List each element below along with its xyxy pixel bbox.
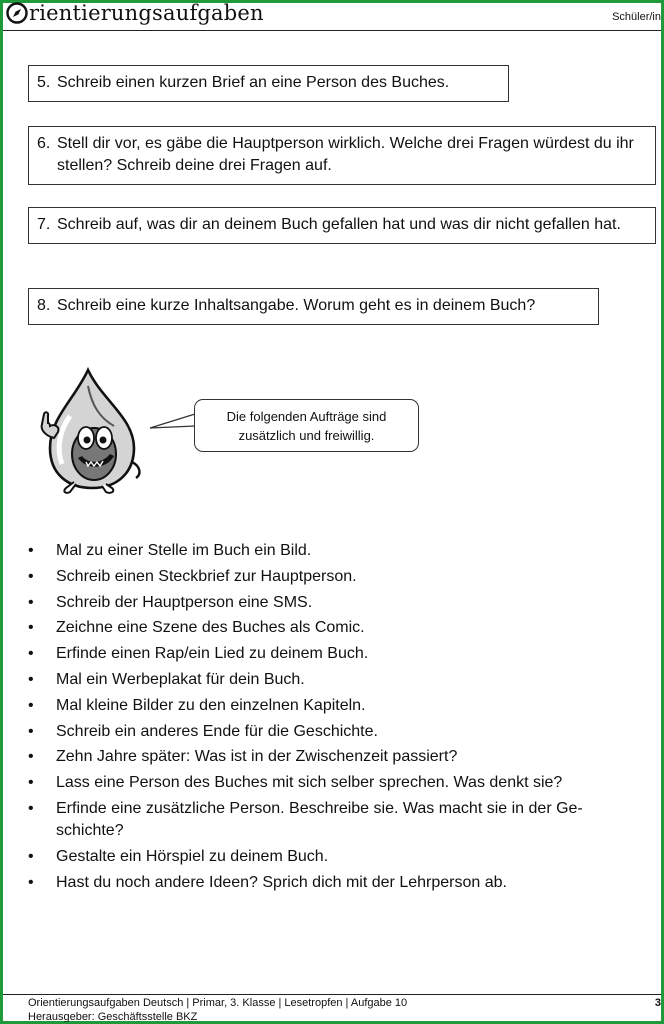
- list-item: [28, 617, 648, 639]
- footer-publication: Orientierungsaufgaben Deutsch | Primar, 3. Klasse | Lesetropfen | Aufgabe 10: [28, 997, 408, 1009]
- list-item: [28, 772, 648, 794]
- list-item-text: Zehn Jahre später: Was ist in der Zwischenzeit passiert?: [56, 748, 458, 766]
- speech-bubble-line-2: zusätzlich und freiwillig.: [238, 428, 375, 443]
- task-box-5: [28, 65, 509, 102]
- speech-bubble: [194, 399, 419, 452]
- list-item-text: Erfinde eine zusätzliche Person. Beschreibe sie. Was macht sie in der Ge-schichte?: [56, 799, 583, 839]
- list-item: [28, 721, 648, 743]
- list-item-text: Mal zu einer Stelle im Buch ein Bild.: [56, 542, 312, 559]
- list-item: [28, 669, 648, 691]
- speech-bubble-tail: [148, 410, 198, 434]
- task-number: 5.: [37, 74, 51, 91]
- list-item: [28, 643, 648, 665]
- task-text: Schreib auf, was dir an deinem Buch gefallen hat und was dir nicht gefallen hat.: [57, 216, 621, 233]
- list-item: [28, 872, 648, 894]
- list-item-text: Lass eine Person des Buches mit sich selber sprechen. Was denkt sie?: [56, 774, 563, 792]
- list-item-text: Mal kleine Bilder zu den einzelnen Kapiteln.: [56, 696, 366, 714]
- bullet: •: [28, 799, 34, 817]
- list-item-text: Erfinde einen Rap/ein Lied zu deinem Buch.: [56, 645, 369, 663]
- bullet: •: [28, 645, 34, 663]
- task-number: 8.: [37, 297, 51, 314]
- task-text: Schreib eine kurze Inhaltsangabe. Worum geht es in deinem Buch?: [57, 297, 536, 314]
- bullet: •: [28, 873, 34, 891]
- list-item: [28, 566, 648, 588]
- task-number: 6.: [37, 135, 51, 152]
- user-label: Schüler/in: [612, 11, 661, 23]
- task-number: 7.: [37, 216, 51, 233]
- list-item-text: Zeichne eine Szene des Buches als Comic.: [56, 619, 365, 637]
- bullet: •: [28, 619, 34, 637]
- list-item-text: Hast du noch andere Ideen? Sprich dich mit der Lehrperson ab.: [56, 873, 507, 891]
- bullet: •: [28, 696, 34, 714]
- list-item: [28, 695, 648, 717]
- drop-mascot-thumbs-up-icon: [30, 366, 150, 498]
- page-number: 3: [654, 997, 661, 1009]
- footer-publisher: Herausgeber: Geschäftsstelle BKZ: [28, 1011, 198, 1022]
- task-box-6: [28, 126, 656, 185]
- bullet: •: [28, 670, 34, 688]
- optional-task-list: [28, 540, 648, 897]
- task-text: Stell dir vor, es gäbe die Hauptperson wirklich. Welche drei Fragen würdest du ihr stellen? Schreib deine drei Fragen auf.: [57, 135, 634, 174]
- bullet: •: [28, 847, 34, 865]
- compass-icon: [5, 1, 29, 25]
- bullet: •: [28, 567, 34, 585]
- list-item: [28, 592, 648, 614]
- bullet: •: [28, 542, 34, 559]
- list-item-text: Schreib einen Steckbrief zur Hauptperson.: [56, 567, 357, 585]
- bullet: •: [28, 748, 34, 766]
- list-item: [28, 798, 648, 842]
- list-item-text: Schreib ein anderes Ende für die Geschichte.: [56, 722, 378, 740]
- task-box-8: [28, 288, 599, 325]
- list-item: [28, 846, 648, 868]
- task-box-7: [28, 207, 656, 244]
- list-item-text: Mal ein Werbeplakat für dein Buch.: [56, 670, 305, 688]
- logo-title: rientierungsaufgaben: [29, 1, 264, 25]
- speech-bubble-line-1: Die folgenden Aufträge sind: [226, 409, 387, 424]
- list-item-text: Gestalte ein Hörspiel zu deinem Buch.: [56, 847, 329, 865]
- bullet: •: [28, 774, 34, 792]
- logo: [5, 1, 264, 25]
- bullet: •: [28, 722, 34, 740]
- page-footer: [3, 994, 661, 1022]
- bullet: •: [28, 593, 34, 611]
- list-item: [28, 746, 648, 768]
- page-header: [3, 0, 661, 31]
- list-item-text: Schreib der Hauptperson eine SMS.: [56, 593, 313, 611]
- task-text: Schreib einen kurzen Brief an eine Person des Buches.: [57, 74, 450, 91]
- list-item: [28, 540, 648, 562]
